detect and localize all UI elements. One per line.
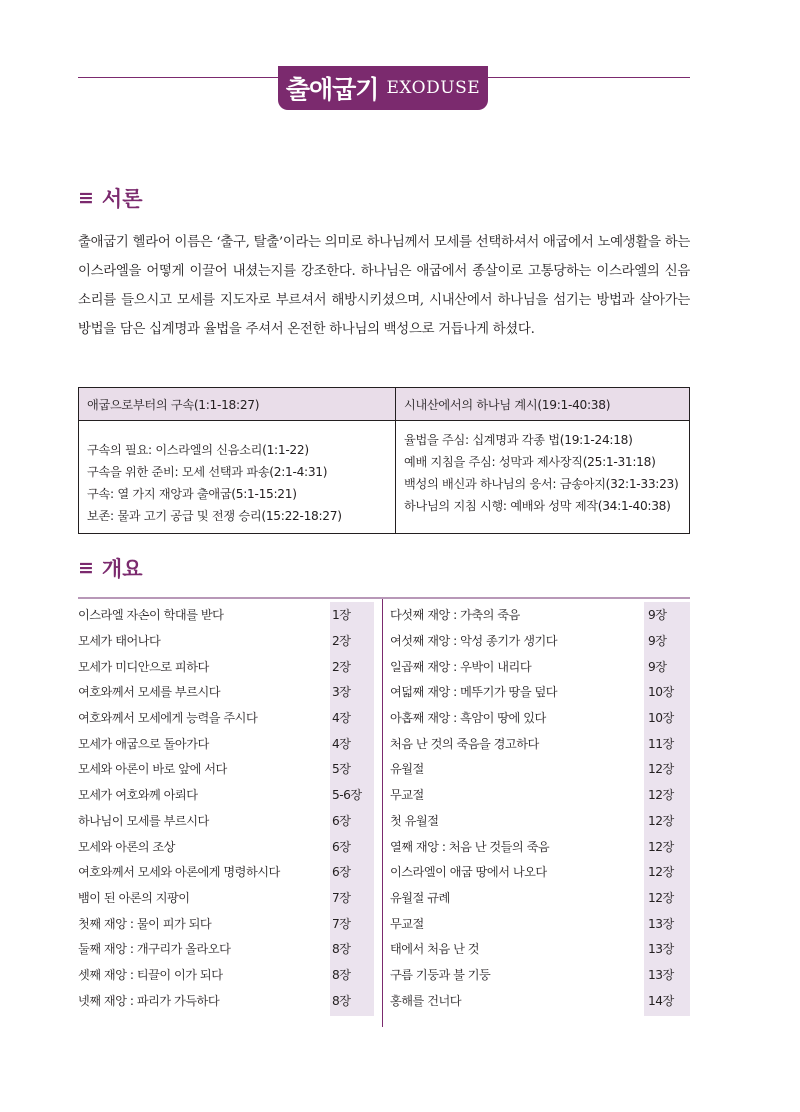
outline-chapter: 12장 — [648, 813, 674, 828]
summary-cell-left — [79, 421, 396, 534]
summary-cell-right — [396, 421, 690, 534]
outline-chapter: 13장 — [648, 916, 674, 931]
outline-chapter: 12장 — [648, 788, 674, 803]
outline-chapter: 10장 — [648, 711, 674, 726]
summary-item: 보존: 물과 고기 공급 및 전쟁 승리(15:22-18:27) — [87, 509, 342, 523]
outline-title: 모세가 태어나다 — [78, 634, 161, 649]
outline-chapter: 2장 — [332, 659, 351, 674]
summary-item: 백성의 배신과 하나님의 응서: 금송아지(32:1-33:23) — [404, 477, 679, 491]
outline-chapter: 11장 — [648, 736, 674, 751]
title-banner — [278, 66, 488, 110]
outline-row — [78, 859, 378, 885]
outline-chapter: 7장 — [332, 890, 351, 905]
outline-row — [78, 705, 378, 731]
outline-title: 일곱째 재앙 : 우박이 내리다 — [390, 659, 532, 674]
outline-row — [390, 782, 690, 808]
outline-title: 이스라엘이 애굽 땅에서 나오다 — [390, 865, 547, 880]
section-mark-icon: ≡ — [78, 557, 94, 579]
outline-row — [390, 756, 690, 782]
outline-row — [78, 653, 378, 679]
outline-row — [390, 962, 690, 988]
outline-title: 구름 기둥과 불 기둥 — [390, 967, 491, 982]
summary-item: 구속을 위한 준비: 모세 선택과 파송(2:1-4:31) — [87, 465, 328, 479]
outline-title: 처음 난 것의 죽음을 경고하다 — [390, 736, 539, 751]
summary-item: 구속의 필요: 이스라엘의 신음소리(1:1-22) — [87, 443, 309, 457]
outline-title: 넷째 재앙 : 파리가 가득하다 — [78, 993, 220, 1008]
outline-title: 유월절 — [390, 762, 424, 777]
summary-item: 하나님의 지침 시행: 예배와 성막 제작(34:1-40:38) — [404, 499, 671, 513]
outline-row — [390, 730, 690, 756]
outline-row — [390, 987, 690, 1013]
outline-title: 홍해를 건너다 — [390, 993, 462, 1008]
outline-row — [390, 808, 690, 834]
outline-row — [390, 936, 690, 962]
section-heading-intro — [78, 183, 143, 213]
outline-chapter: 4장 — [332, 736, 351, 751]
outline-row — [78, 679, 378, 705]
outline-chapter: 6장 — [332, 865, 351, 880]
summary-table — [78, 387, 690, 534]
outline-row — [390, 679, 690, 705]
outline-row — [78, 833, 378, 859]
outline-row — [390, 859, 690, 885]
outline-chapter: 12장 — [648, 762, 674, 777]
outline-table — [78, 597, 690, 1027]
section-heading-outline — [78, 553, 143, 583]
outline-title: 이스라엘 자손이 학대를 받다 — [78, 608, 224, 623]
outline-title: 여덟째 재앙 : 메뚜기가 땅을 덮다 — [390, 685, 558, 700]
outline-title: 다섯째 재앙 : 가축의 죽음 — [390, 608, 520, 623]
outline-title: 태에서 처음 난 것 — [390, 942, 480, 957]
summary-header-right: 시내산에서의 하나님 계시(19:1-40:38) — [396, 388, 690, 421]
outline-title: 하나님이 모세를 부르시다 — [78, 813, 209, 828]
outline-title: 열째 재앙 : 처음 난 것들의 죽음 — [390, 839, 550, 854]
section-title: 서론 — [101, 187, 143, 211]
outline-title: 여호와께서 모세와 아론에게 명령하시다 — [78, 865, 280, 880]
summary-header-left: 애굽으로부터의 구속(1:1-18:27) — [79, 388, 396, 421]
outline-chapter: 4장 — [332, 711, 351, 726]
section-mark-icon: ≡ — [78, 187, 94, 209]
outline-row — [78, 782, 378, 808]
outline-chapter: 8장 — [332, 967, 351, 982]
outline-row — [390, 602, 690, 628]
summary-item: 율법을 주심: 십계명과 각종 법(19:1-24:18) — [404, 433, 633, 447]
outline-chapter: 10장 — [648, 685, 674, 700]
outline-row — [78, 808, 378, 834]
outline-chapter: 3장 — [332, 685, 351, 700]
intro-paragraph: 출애굽기 헬라어 이름은 ‘출구, 탈출’이라는 의미로 하나님께서 모세를 선택하셔서 애굽에서 노예생활을 하는 이스라엘을 어떻게 이끌어 내셨는지를 강조한다. 하나님은 애굽에서 종살이로 고통당하는 이스라엘의 신음소리를 들으시고 모세를 지도자로 부르셔서 해방시키셨으며, 시내산에서 하나님을 섬기는 방법과 살아가는 방법을 담은 십계명과 율법을 주셔서 온전한 하나님의 백성으로 거듭나게 하셨다. — [78, 235, 690, 337]
outline-row — [78, 910, 378, 936]
outline-chapter: 9장 — [648, 634, 667, 649]
outline-row — [78, 628, 378, 654]
outline-row — [78, 936, 378, 962]
outline-title: 모세와 아론이 바로 앞에 서다 — [78, 762, 227, 777]
outline-left-column — [78, 602, 378, 1013]
book-title-english: EXODUSE — [386, 78, 481, 98]
outline-title: 여섯째 재앙 : 악성 종기가 생기다 — [390, 634, 558, 649]
outline-row — [390, 628, 690, 654]
outline-chapter: 9장 — [648, 659, 667, 674]
section-title: 개요 — [101, 557, 143, 581]
outline-top-rule — [78, 597, 690, 599]
outline-chapter: 9장 — [648, 608, 667, 623]
outline-title: 모세와 아론의 조상 — [78, 839, 175, 854]
outline-chapter: 12장 — [648, 865, 674, 880]
outline-row — [390, 885, 690, 911]
outline-chapter: 6장 — [332, 813, 351, 828]
outline-title: 셋째 재앙 : 티끌이 이가 되다 — [78, 967, 223, 982]
outline-title: 첫째 재앙 : 물이 피가 되다 — [78, 916, 212, 931]
outline-title: 유월절 규례 — [390, 890, 450, 905]
outline-row — [390, 833, 690, 859]
outline-row — [78, 756, 378, 782]
outline-chapter: 12장 — [648, 890, 674, 905]
outline-right-column — [390, 602, 690, 1013]
outline-row — [390, 653, 690, 679]
outline-title: 모세가 미디안으로 피하다 — [78, 659, 209, 674]
outline-row — [78, 730, 378, 756]
outline-chapter: 5장 — [332, 762, 351, 777]
outline-title: 여호와께서 모세를 부르시다 — [78, 685, 221, 700]
outline-chapter: 12장 — [648, 839, 674, 854]
outline-title: 아홉째 재앙 : 흑암이 땅에 있다 — [390, 711, 546, 726]
outline-chapter: 13장 — [648, 942, 674, 957]
outline-chapter: 13장 — [648, 967, 674, 982]
outline-title: 무교절 — [390, 788, 424, 803]
outline-row — [390, 910, 690, 936]
outline-chapter: 14장 — [648, 993, 674, 1008]
outline-chapter: 2장 — [332, 634, 351, 649]
outline-title: 뱀이 된 아론의 지팡이 — [78, 890, 190, 905]
book-title-korean: 출애굽기 — [285, 75, 379, 104]
summary-item: 구속: 열 가지 재앙과 출애굽(5:1-15:21) — [87, 487, 297, 501]
outline-chapter: 6장 — [332, 839, 351, 854]
outline-chapter: 5-6장 — [332, 788, 362, 803]
outline-title: 모세가 여호와께 아뢰다 — [78, 788, 198, 803]
outline-chapter: 8장 — [332, 942, 351, 957]
outline-title: 둘째 재앙 : 개구리가 올라오다 — [78, 942, 231, 957]
outline-title: 여호와께서 모세에게 능력을 주시다 — [78, 711, 258, 726]
outline-divider — [382, 599, 383, 1027]
outline-chapter: 7장 — [332, 916, 351, 931]
summary-item: 예배 지침을 주심: 성막과 제사장직(25:1-31:18) — [404, 455, 656, 469]
outline-row — [78, 987, 378, 1013]
outline-chapter: 8장 — [332, 993, 351, 1008]
outline-chapter: 1장 — [332, 608, 351, 623]
outline-row — [78, 885, 378, 911]
outline-row — [78, 962, 378, 988]
outline-title: 첫 유월절 — [390, 813, 439, 828]
outline-title: 무교절 — [390, 916, 424, 931]
outline-row — [390, 705, 690, 731]
outline-row — [78, 602, 378, 628]
outline-title: 모세가 애굽으로 돌아가다 — [78, 736, 209, 751]
